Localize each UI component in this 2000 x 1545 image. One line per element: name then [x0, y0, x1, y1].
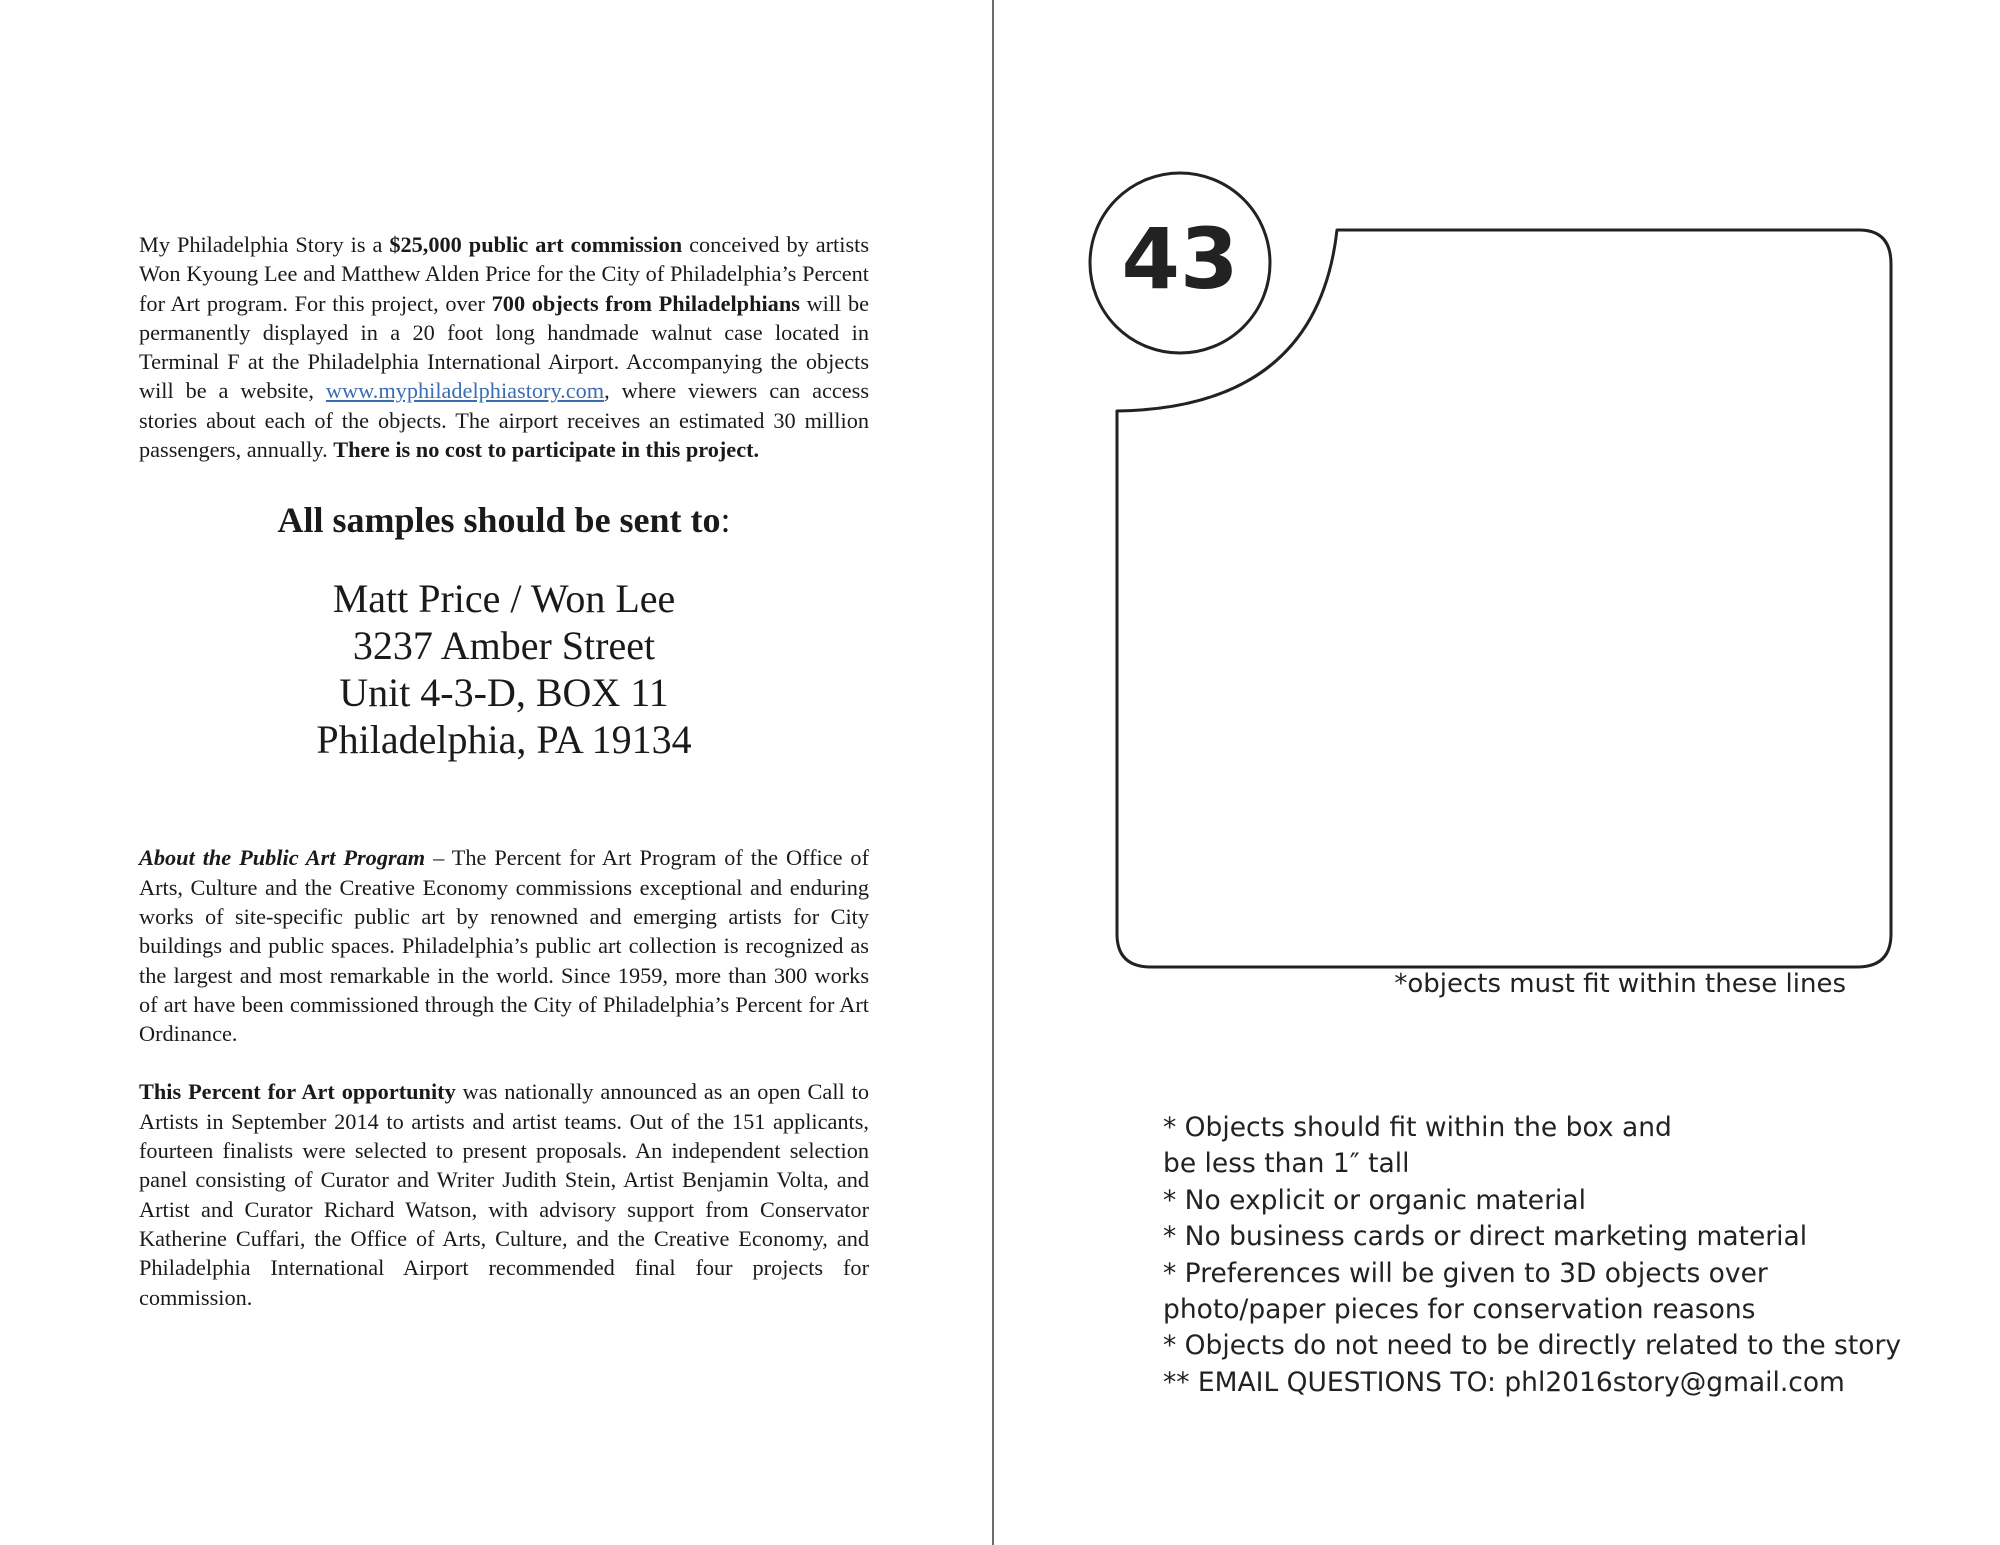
address-line-unit: Unit 4-3-D, BOX 11: [339, 670, 669, 716]
rule-item: be less than 1″ tall: [1163, 1148, 1410, 1180]
samples-heading: [139, 498, 869, 542]
rule-item: * Objects should fit within the box and: [1163, 1112, 1672, 1143]
rule-item: * Preferences will be given to 3D objects over: [1163, 1257, 1768, 1289]
opportunity-body: was nationally announced as an open Call to Artists in September 2014 to artists and artist teams. Out of the 151 applicants, fourteen finalists were selected to present proposals. An independent selection panel consisting of Curator and Writer Judith Stein, Artist Benjamin Volta, and Artist and Curator Richard Watson, with advisory support from Conservator Katherine Cuffari, the Office of Arts, Culture, and the Creative Economy, and Philadelphia International Airport recommended final four projects for commission.: [139, 1079, 869, 1310]
website-link[interactable]: www.myphiladelphiastory.com: [325, 378, 605, 404]
address-line-city: Philadelphia, PA 19134: [316, 717, 692, 763]
rules-list: [1163, 1110, 1963, 1401]
samples-heading-colon: :: [720, 500, 731, 541]
about-paragraph: [139, 843, 869, 1048]
opportunity-paragraph: [139, 1077, 869, 1311]
opportunity-title: This Percent for Art opportunity: [139, 1079, 456, 1105]
mailing-address: [139, 575, 869, 763]
intro-text: My Philadelphia Story is a: [139, 232, 390, 257]
page-divider: [992, 0, 994, 1545]
rule-item: * Objects do not need to be directly related to the story: [1163, 1330, 1902, 1362]
rule-item: photo/paper pieces for conservation reasons: [1163, 1294, 1756, 1326]
rule-item: * No explicit or organic material: [1163, 1184, 1586, 1216]
object-box-border: [1117, 230, 1891, 967]
intro-objects-bold: 700 objects from Philadelphians: [491, 290, 800, 316]
intro-text: conceived by artists Won Kyoung Lee and Matthew Alden Price for the City of Philadelphia’s Percent for Art program. For this project, over: [139, 232, 869, 316]
email-contact: ** EMAIL QUESTIONS TO: phl2016story@gmail.com: [1163, 1366, 1845, 1398]
fit-note: *objects must fit within these lines: [1394, 969, 1846, 999]
intro-paragraph: [139, 230, 869, 464]
rule-item: * No business cards or direct marketing material: [1163, 1221, 1808, 1253]
samples-heading-text: All samples should be sent to: [277, 500, 721, 541]
intro-commission-bold: $25,000 public art commission: [389, 232, 683, 257]
left-page: [139, 230, 869, 1312]
about-body: – The Percent for Art Program of the Office of Arts, Culture and the Creative Economy commissions exceptional and enduring works of site-specific public art by renowned and emerging artists for City buildings and public spaces. Philadelphia’s public art collection is recognized as the largest and most remarkable in the world. Since 1959, more than 300 works of art have been commissioned through the City of Philadelphia’s Percent for Art Ordinance.: [139, 845, 870, 1047]
address-line-name: Matt Price / Won Lee: [332, 576, 676, 622]
box-number: 43: [1121, 210, 1239, 308]
no-cost-note: There is no cost to participate in this project.: [333, 437, 760, 463]
intro-text: , where viewers can access stories about each of the objects. The airport receives an estimated 30 million passengers, annually.: [139, 378, 870, 463]
about-title: About the Public Art Program: [139, 845, 426, 871]
intro-text: will be permanently displayed in a 20 foot long handmade walnut case located in Terminal F at the Philadelphia International Airport. Accompanying the objects will be a website,: [139, 290, 869, 404]
address-line-street: 3237 Amber Street: [352, 623, 656, 669]
